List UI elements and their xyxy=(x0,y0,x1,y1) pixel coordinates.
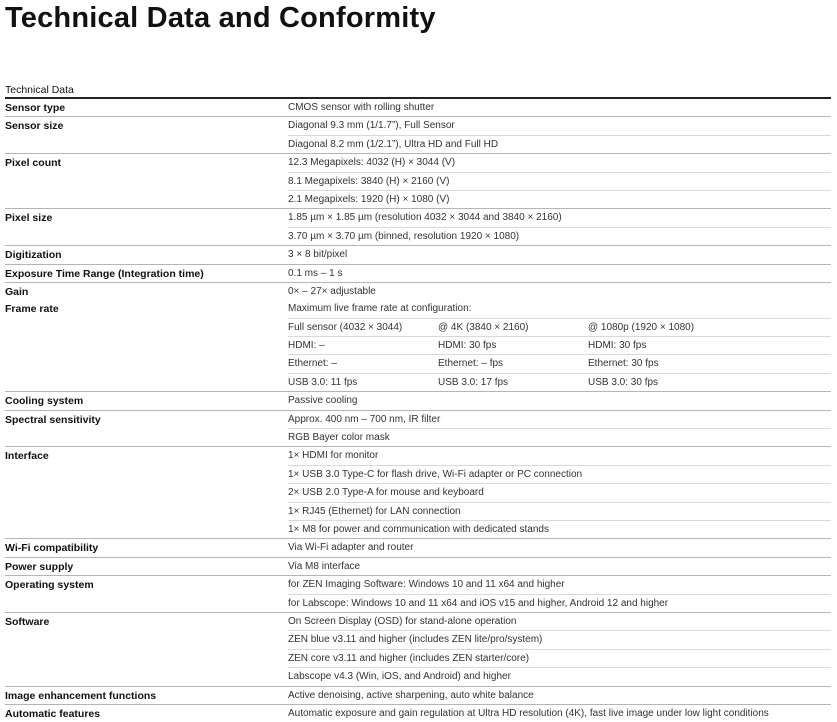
spec-value-line: Via Wi-Fi adapter and router xyxy=(288,542,414,554)
spec-row-software xyxy=(5,613,831,687)
frame-rate-grid-row xyxy=(288,354,831,372)
spec-value xyxy=(288,300,831,391)
spec-row-power-supply xyxy=(5,558,831,576)
spec-value-line: Labscope v4.3 (Win, iOS, and Android) and higher xyxy=(288,667,831,685)
spec-label: Interface xyxy=(5,450,49,463)
spec-value-line: 1.85 µm × 1.85 µm (resolution 4032 × 3044 and 3840 × 2160) xyxy=(288,212,562,224)
spec-value xyxy=(288,154,831,208)
spec-row-digitization xyxy=(5,246,831,264)
spec-label: Sensor size xyxy=(5,120,64,133)
spec-value xyxy=(288,265,831,282)
spec-value xyxy=(288,246,831,263)
spec-value-line: 0× – 27× adjustable xyxy=(288,285,376,297)
frame-rate-cell: HDMI: – xyxy=(288,340,325,352)
spec-value xyxy=(288,99,831,116)
frame-rate-cell: Full sensor (4032 × 3044) xyxy=(288,321,403,333)
spec-value-line: 1× USB 3.0 Type-C for flash drive, Wi-Fi adapter or PC connection xyxy=(288,465,831,483)
spec-table xyxy=(5,99,831,722)
spec-row-sensor-type xyxy=(5,99,831,117)
spec-value-line: Passive cooling xyxy=(288,395,358,407)
frame-rate-cell: @ 1080p (1920 × 1080) xyxy=(588,321,695,333)
spec-value xyxy=(288,613,831,686)
frame-rate-grid-row xyxy=(288,336,831,354)
spec-label: Operating system xyxy=(5,579,94,592)
frame-rate-cell: HDMI: 30 fps xyxy=(438,340,497,352)
spec-value-line: Via M8 interface xyxy=(288,560,361,572)
spec-value-line: CMOS sensor with rolling shutter xyxy=(288,102,435,113)
frame-rate-cell: Ethernet: – xyxy=(288,358,337,370)
spec-row-automatic-features xyxy=(5,705,831,722)
spec-row-pixel-count xyxy=(5,154,831,209)
spec-value xyxy=(288,705,831,722)
spec-row-gain xyxy=(5,283,831,300)
spec-row-pixel-size xyxy=(5,209,831,246)
spec-value xyxy=(288,576,831,612)
spec-value-line: 0.1 ms – 1 s xyxy=(288,267,343,279)
spec-value xyxy=(288,539,831,556)
frame-rate-cell: USB 3.0: 17 fps xyxy=(438,376,509,388)
spec-label: Wi-Fi compatibility xyxy=(5,542,99,555)
spec-label: Pixel count xyxy=(5,157,62,170)
spec-label: Software xyxy=(5,615,50,628)
spec-label: Power supply xyxy=(5,560,74,573)
frame-rate-grid-row xyxy=(288,318,831,336)
frame-rate-intro: Maximum live frame rate at configuration: xyxy=(288,303,472,315)
spec-value-line: 1× M8 for power and communication with dedicated stands xyxy=(288,520,831,538)
spec-value xyxy=(288,283,831,300)
spec-value-line: On Screen Display (OSD) for stand-alone operation xyxy=(288,615,517,627)
spec-label: Pixel size xyxy=(5,212,53,225)
spec-row-interface xyxy=(5,447,831,539)
section-label: Technical Data xyxy=(5,84,74,96)
spec-value-line: 1× HDMI for monitor xyxy=(288,450,379,462)
spec-row-sensor-size xyxy=(5,117,831,154)
spec-value xyxy=(288,558,831,575)
spec-value-line: ZEN core v3.11 and higher (includes ZEN starter/core) xyxy=(288,649,831,667)
spec-label: Gain xyxy=(5,285,29,298)
spec-row-spectral-sensitivity xyxy=(5,411,831,448)
spec-value-line: 3 × 8 bit/pixel xyxy=(288,249,348,261)
spec-row-wi-fi-compatibility xyxy=(5,539,831,557)
spec-row-operating-system xyxy=(5,576,831,613)
spec-label: Cooling system xyxy=(5,395,84,408)
spec-label: Spectral sensitivity xyxy=(5,413,101,426)
spec-value-line: Approx. 400 nm – 700 nm, IR filter xyxy=(288,413,441,425)
frame-rate-cell: HDMI: 30 fps xyxy=(588,340,647,352)
spec-value xyxy=(288,392,831,409)
spec-value-line: ZEN blue v3.11 and higher (includes ZEN lite/pro/system) xyxy=(288,630,831,648)
page-title: Technical Data and Conformity xyxy=(5,2,436,34)
spec-value-line: Diagonal 8.2 mm (1/2.1”), Ultra HD and Full HD xyxy=(288,135,831,153)
spec-row-image-enhancement-functions xyxy=(5,687,831,705)
frame-rate-cell: @ 4K (3840 × 2160) xyxy=(438,321,529,333)
spec-value-line: 1× RJ45 (Ethernet) for LAN connection xyxy=(288,502,831,520)
spec-value xyxy=(288,411,831,447)
spec-value-line: for Labscope: Windows 10 and 11 x64 and iOS v15 and higher, Android 12 and higher xyxy=(288,594,831,612)
spec-value xyxy=(288,209,831,245)
spec-value xyxy=(288,447,831,538)
spec-value-line: 3.70 µm × 3.70 µm (binned, resolution 1920 × 1080) xyxy=(288,227,831,245)
spec-row-cooling-system xyxy=(5,392,831,410)
spec-label: Automatic features xyxy=(5,707,101,720)
spec-value-line: Diagonal 9.3 mm (1/1.7”), Full Sensor xyxy=(288,120,455,132)
frame-rate-cell: USB 3.0: 30 fps xyxy=(588,376,659,388)
spec-value-line: 12.3 Megapixels: 4032 (H) × 3044 (V) xyxy=(288,157,456,169)
frame-rate-cell: Ethernet: 30 fps xyxy=(588,358,659,370)
spec-value-line: Active denoising, active sharpening, auto white balance xyxy=(288,689,534,701)
frame-rate-cell: USB 3.0: 11 fps xyxy=(288,376,358,388)
spec-value xyxy=(288,117,831,153)
spec-value-line: 8.1 Megapixels: 3840 (H) × 2160 (V) xyxy=(288,172,831,190)
spec-label: Image enhancement functions xyxy=(5,689,157,702)
spec-value xyxy=(288,687,831,704)
spec-label: Frame rate xyxy=(5,303,59,316)
spec-label: Digitization xyxy=(5,249,62,262)
spec-value-line: for ZEN Imaging Software: Windows 10 and 11 x64 and higher xyxy=(288,579,565,591)
spec-row-frame-rate xyxy=(5,300,831,392)
spec-label: Exposure Time Range (Integration time) xyxy=(5,267,204,280)
frame-rate-grid-row xyxy=(288,373,831,391)
spec-label: Sensor type xyxy=(5,102,66,114)
spec-row-exposure-time-range-integration-time xyxy=(5,265,831,283)
frame-rate-cell: Ethernet: – fps xyxy=(438,358,504,370)
spec-value-line: Automatic exposure and gain regulation at Ultra HD resolution (4K), fast live image under low light conditions xyxy=(288,707,769,719)
spec-value-line: 2.1 Megapixels: 1920 (H) × 1080 (V) xyxy=(288,190,831,208)
spec-value-line: 2× USB 2.0 Type-A for mouse and keyboard xyxy=(288,483,831,501)
spec-value-line: RGB Bayer color mask xyxy=(288,428,831,446)
